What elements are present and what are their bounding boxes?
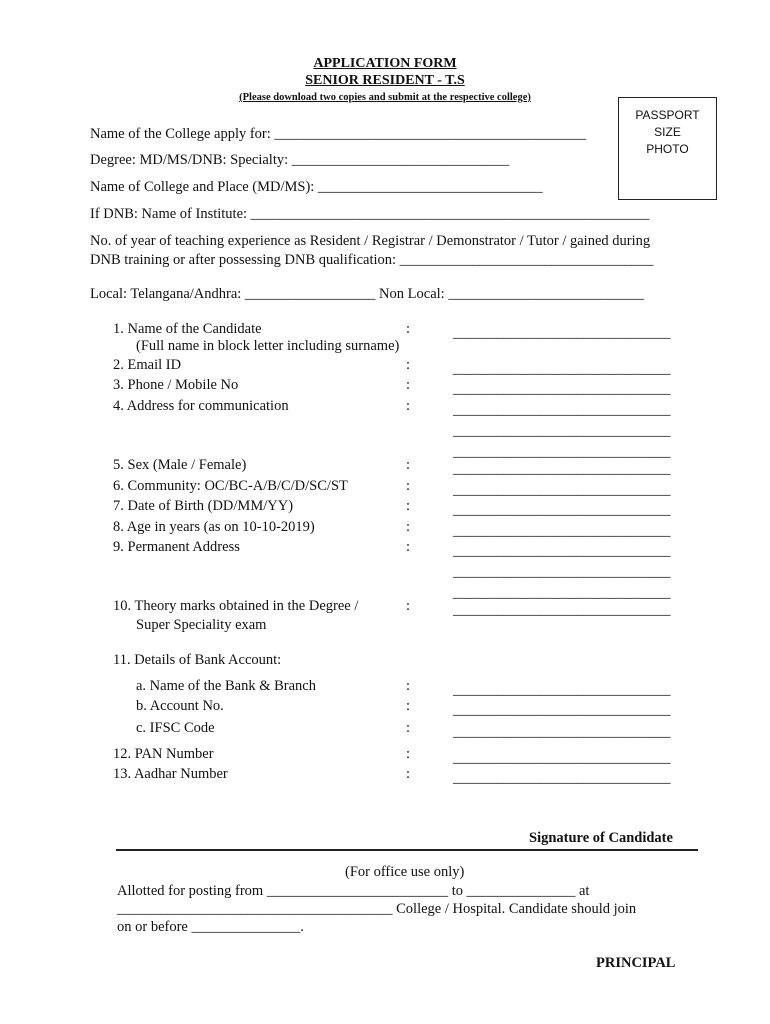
item-11-label: 11. Details of Bank Account: [113, 652, 282, 668]
office-line-3[interactable]: on or before _______________. [117, 919, 304, 935]
item-11a-label: a. Name of the Bank & Branch [136, 678, 316, 694]
item-4-blank-2[interactable]: ______________________________ [453, 423, 671, 439]
photo-label-3: PHOTO [646, 142, 689, 156]
colon: : [406, 357, 411, 373]
principal-label: PRINCIPAL [596, 955, 676, 971]
passport-photo-box [618, 97, 717, 200]
item-7-blank[interactable]: ______________________________ [453, 502, 671, 518]
item-11b-label: b. Account No. [136, 698, 224, 714]
colon: : [406, 519, 411, 535]
field-degree[interactable]: Degree: MD/MS/DNB: Specialty: ______________________________ [90, 152, 510, 168]
office-line-2[interactable]: ______________________________________ College / Hospital. Candidate should join [117, 901, 637, 917]
item-4-blank[interactable]: ______________________________ [453, 402, 671, 418]
item-4-blank-3[interactable]: ______________________________ [453, 444, 671, 460]
item-6-blank[interactable]: ______________________________ [453, 482, 671, 498]
divider [116, 849, 698, 851]
item-11c-label: c. IFSC Code [136, 720, 215, 736]
item-13-label: 13. Aadhar Number [113, 766, 228, 782]
office-line-1[interactable]: Allotted for posting from _________________________ to _______________ at [117, 883, 590, 899]
colon: : [406, 766, 411, 782]
field-college-place[interactable]: Name of College and Place (MD/MS): _______________________________ [90, 179, 543, 195]
item-3-label: 3. Phone / Mobile No [113, 377, 239, 393]
photo-label-2: SIZE [654, 125, 681, 139]
colon: : [406, 398, 411, 414]
colon: : [406, 539, 411, 555]
field-dnb-institute[interactable]: If DNB: Name of Institute: _______________________________________________________ [90, 206, 650, 222]
signature-label: Signature of Candidate [529, 830, 673, 846]
item-9-blank-3[interactable]: ______________________________ [453, 585, 671, 601]
item-8-label: 8. Age in years (as on 10-10-2019) [113, 519, 315, 535]
field-experience-line2[interactable]: DNB training or after possessing DNB qualification: ___________________________________ [90, 252, 654, 268]
item-13-blank[interactable]: ______________________________ [453, 770, 671, 786]
item-9-blank-2[interactable]: ______________________________ [453, 564, 671, 580]
item-10-continued: Super Speciality exam [136, 617, 267, 633]
item-11b-blank[interactable]: ______________________________ [453, 702, 671, 718]
field-local[interactable]: Local: Telangana/Andhra: __________________ Non Local: ___________________________ [90, 286, 645, 302]
item-10-blank[interactable]: ______________________________ [453, 602, 671, 618]
photo-label-1: PASSPORT [635, 108, 700, 122]
office-use-heading: (For office use only) [345, 864, 465, 880]
item-11c-blank[interactable]: ______________________________ [453, 724, 671, 740]
item-2-blank[interactable]: ______________________________ [453, 361, 671, 377]
field-college-apply[interactable]: Name of the College apply for: ___________________________________________ [90, 126, 587, 142]
field-experience-line1: No. of year of teaching experience as Resident / Registrar / Demonstrator / Tutor / gained during [90, 233, 651, 249]
item-1-note: (Full name in block letter including surname) [136, 338, 400, 354]
item-12-blank[interactable]: ______________________________ [453, 750, 671, 766]
colon: : [406, 720, 411, 736]
colon: : [406, 457, 411, 473]
item-1-label: 1. Name of the Candidate [113, 321, 262, 337]
item-12-label: 12. PAN Number [113, 746, 214, 762]
item-10-label: 10. Theory marks obtained in the Degree / [113, 598, 359, 614]
colon: : [406, 478, 411, 494]
item-8-blank[interactable]: ______________________________ [453, 523, 671, 539]
colon: : [406, 498, 411, 514]
colon: : [406, 698, 411, 714]
item-2-label: 2. Email ID [113, 357, 182, 373]
item-5-label: 5. Sex (Male / Female) [113, 457, 247, 473]
item-9-blank[interactable]: ______________________________ [453, 543, 671, 559]
colon: : [406, 377, 411, 393]
item-9-label: 9. Permanent Address [113, 539, 240, 555]
colon: : [406, 598, 411, 614]
form-subtitle: SENIOR RESIDENT - T.S [305, 73, 465, 88]
item-7-label: 7. Date of Birth (DD/MM/YY) [113, 498, 294, 514]
item-3-blank[interactable]: ______________________________ [453, 381, 671, 397]
colon: : [406, 678, 411, 694]
colon: : [406, 321, 411, 337]
colon: : [406, 746, 411, 762]
item-4-label: 4. Address for communication [113, 398, 289, 414]
item-6-label: 6. Community: OC/BC-A/B/C/D/SC/ST [113, 478, 348, 494]
form-note: (Please download two copies and submit at the respective college) [239, 92, 531, 103]
item-5-blank[interactable]: ______________________________ [453, 461, 671, 477]
form-title: APPLICATION FORM [313, 56, 457, 71]
item-11a-blank[interactable]: ______________________________ [453, 682, 671, 698]
item-1-blank[interactable]: ______________________________ [453, 325, 671, 341]
